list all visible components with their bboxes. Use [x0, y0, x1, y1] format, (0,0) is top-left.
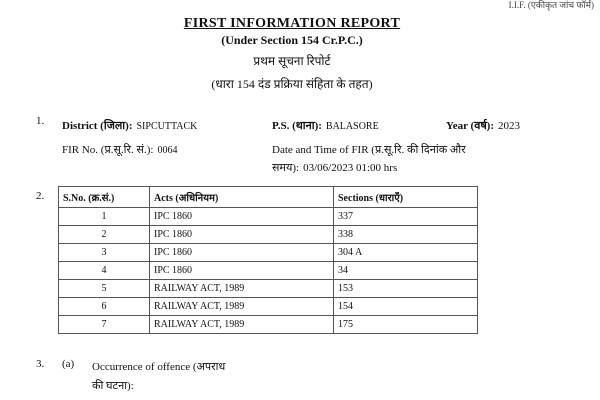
column-header-acts: Acts (अधिनियम): [150, 187, 334, 208]
cell-sno: 6: [59, 298, 150, 316]
report-title: FIRST INFORMATION REPORT: [183, 16, 401, 31]
table-row: [59, 280, 478, 298]
table-row: [59, 298, 478, 316]
district-value: SIPCUTTACK: [136, 121, 198, 132]
report-subtitle-hindi: (धारा 154 दंड प्रक्रिया संहिता के तहत): [211, 77, 373, 91]
fir-datetime-label-line1: Date and Time of FIR (प्र.सू.रि. की दिनांक और: [272, 144, 466, 156]
cell-act: IPC 1860: [150, 262, 334, 280]
cell-section: 153: [334, 280, 478, 298]
table-row: [59, 262, 478, 280]
section-number-3: 3.: [36, 358, 45, 370]
cell-section: 338: [334, 226, 478, 244]
cell-act: IPC 1860: [150, 208, 334, 226]
column-header-sections: Sections (धाराएँ): [334, 187, 478, 208]
corner-form-code: I.I.F. (एकीकृत जांच फॉर्म): [508, 0, 594, 10]
cell-sno: 7: [59, 316, 150, 334]
fir-number-value: 0064: [157, 145, 178, 156]
cell-act: RAILWAY ACT, 1989: [150, 316, 334, 334]
table-row: [59, 208, 478, 226]
fir-datetime-value: 03/06/2023 01:00 hrs: [303, 162, 398, 174]
section-number-1: 1.: [36, 115, 45, 127]
police-station-field: [272, 116, 379, 134]
table-row: [59, 244, 478, 262]
cell-act: IPC 1860: [150, 244, 334, 262]
cell-sno: 2: [59, 226, 150, 244]
cell-sno: 5: [59, 280, 150, 298]
table-row: [59, 226, 478, 244]
cell-sno: 4: [59, 262, 150, 280]
report-title-hindi: प्रथम सूचना रिपोर्ट: [253, 54, 331, 68]
table-header-row: [59, 187, 478, 208]
year-field: [446, 116, 520, 134]
report-subtitle: (Under Section 154 Cr.P.C.): [221, 33, 363, 47]
cell-act: RAILWAY ACT, 1989: [150, 298, 334, 316]
occurrence-label-line2: की घटना):: [92, 380, 134, 392]
occurrence-label-line1: Occurrence of offence (अपराध: [92, 361, 226, 373]
table-row: [59, 316, 478, 334]
police-station-label: P.S. (थाना):: [272, 120, 322, 132]
fir-datetime-field: [272, 158, 397, 176]
acts-sections-table: [58, 186, 478, 334]
column-header-sno: S.No. (क्र.सं.): [59, 187, 150, 208]
cell-act: IPC 1860: [150, 226, 334, 244]
district-field: [62, 116, 197, 134]
fir-number-field: [62, 140, 177, 158]
fir-datetime-label-line2: समय):: [272, 162, 300, 174]
fir-number-label: FIR No. (प्र.सू.रि. सं.):: [62, 144, 154, 156]
cell-act: RAILWAY ACT, 1989: [150, 280, 334, 298]
cell-section: 337: [334, 208, 478, 226]
cell-section: 304 A: [334, 244, 478, 262]
sub-item-a: (a): [62, 358, 75, 370]
section-number-2: 2.: [36, 190, 45, 202]
cell-section: 34: [334, 262, 478, 280]
cell-sno: 3: [59, 244, 150, 262]
cell-sno: 1: [59, 208, 150, 226]
police-station-value: BALASORE: [325, 121, 379, 132]
district-label: District (जिला):: [62, 120, 133, 132]
cell-section: 154: [334, 298, 478, 316]
cell-section: 175: [334, 316, 478, 334]
year-value: 2023: [498, 120, 521, 132]
year-label: Year (वर्ष):: [446, 120, 495, 132]
